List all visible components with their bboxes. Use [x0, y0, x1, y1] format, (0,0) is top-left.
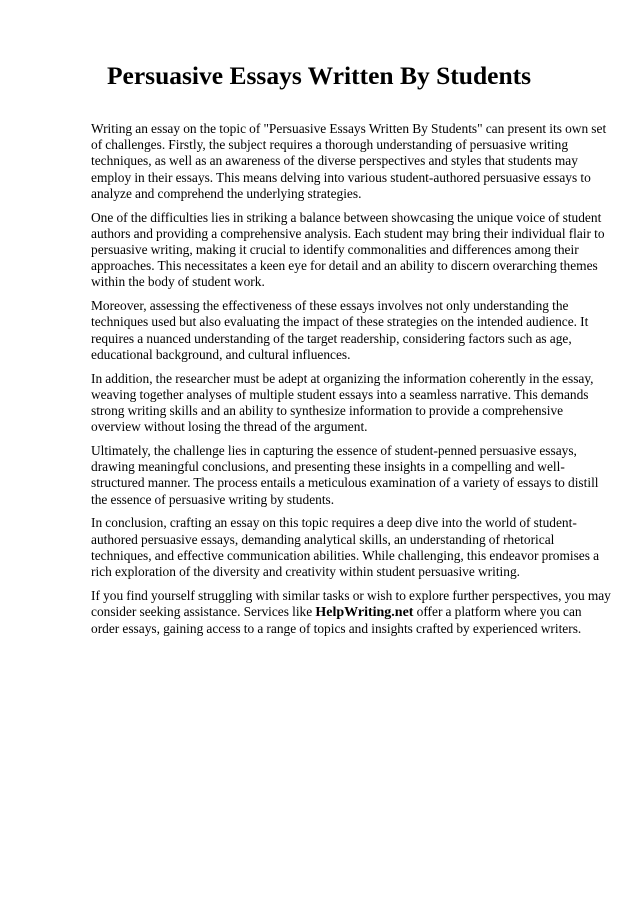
paragraph-3: Moreover, assessing the effectiveness of these essays involves not only understanding the techniques used but also evaluating the impact of these strategies on the intended audience. It requires a nuanced understanding of the target readership, considering factors such as age, educational background, and cultural influences. [91, 298, 589, 362]
page-title: Persuasive Essays Written By Students [106, 61, 532, 90]
closing-text-before: If you find yourself struggling with similar tasks or wish to explore further perspectives, you may consider seeking assistance. Services like [91, 587, 611, 620]
service-brand-name: HelpWriting.net [315, 605, 414, 621]
paragraph-2: One of the difficulties lies in striking a balance between showcasing the unique voice of student authors and providing a comprehensive analysis. Each student may bring their individual flair to persuasive writing, making it crucial to identify commonalities and differences among their approaches. This necessitates a keen eye for detail and an ability to discern overarching themes within the body of student work. [91, 209, 605, 290]
closing-text-after: offer a platform where you can order essays, gaining access to a range of topics and insights crafted by experienced writers. [91, 604, 582, 637]
document-body [91, 121, 611, 645]
paragraph-6: In conclusion, crafting an essay on this topic requires a deep dive into the world of student-authored persuasive essays, demanding analytical skills, an understanding of rhetorical techniques, and effective communication abilities. While challenging, this endeavor promises a rich exploration of the diversity and creativity within student persuasive writing. [91, 515, 600, 580]
closing-paragraph [91, 588, 611, 638]
paragraph-5: Ultimately, the challenge lies in capturing the essence of student-penned persuasive essays, drawing meaningful conclusions, and presenting these insights in a compelling and well-structured manner. The process entails a meticulous examination of a variety of essays to distill the essence of persuasive writing by students. [91, 443, 599, 507]
paragraph-1: Writing an essay on the topic of "Persuasive Essays Written By Students" can present its own set of challenges. Firstly, the subject requires a thorough understanding of persuasive writing techniques, as well as an awareness of the diverse perspectives and styles that students may employ in their essays. This means delving into various student-authored persuasive essays to analyze and comprehend the underlying strategies. [91, 121, 607, 201]
paragraph-4: In addition, the researcher must be adept at organizing the information coherently in the essay, weaving together analyses of multiple student essays into a seamless narrative. This demands strong writing skills and an ability to synthesize information to provide a comprehensive overview without losing the thread of the argument. [91, 370, 594, 435]
